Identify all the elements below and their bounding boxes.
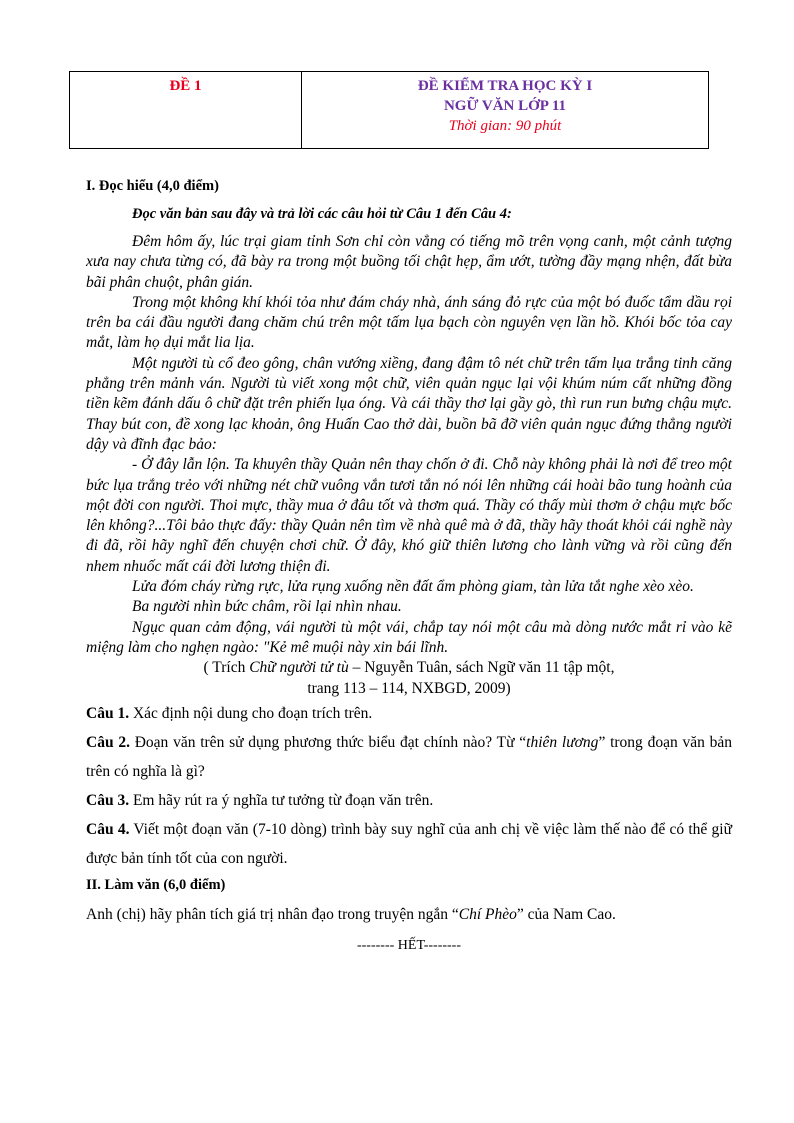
question-2	[86, 728, 732, 786]
passage-paragraph: - Ở đây lẫn lộn. Ta khuyên thầy Quản nên thay chốn ở đi. Chỗ này không phải là nơi để treo một bức lụa trắng trẻo với những nét chữ vuông vắn tươi tắn nó nói lên những cái hoài bão tung hoành của một đời con người. Thoi mực, thầy mua ở đâu tốt và thơm quá. Thầy có thấy mùi thơm ở chậu mực bốc lên không?...Tôi bảo thực đấy: thầy Quản nên tìm về nhà quê mà ở đã, thầy hãy thoát khỏi cái nghề này đi đã, rồi hãy nghĩ đến chuyện chơi chữ. Ở đây, khó giữ thiên lương cho lành vững và rồi cũng đến nhem nhuốc mất cái đời lương thiện đi.	[86, 456, 732, 575]
exam-time: Thời gian: 90 phút	[448, 118, 562, 134]
question-label: Câu 1.	[86, 704, 130, 722]
question-text: Viết một đoạn văn (7-10 dòng) trình bày suy nghĩ của anh chị về việc làm thế nào để có thể giữ được bản tính tốt của con người.	[86, 820, 732, 867]
passage-paragraph: Ngục quan cảm động, vái người tù một vái, chắp tay nói một câu mà dòng nước mắt rỉ vào kẽ miệng làm cho nghẹn ngào: "Kẻ mê muội này xin bái lĩnh.	[86, 618, 732, 656]
section1-instruction: Đọc văn bản sau đây và trả lời các câu hỏi từ Câu 1 đến Câu 4:	[132, 206, 512, 222]
essay-task	[86, 905, 732, 925]
passage-paragraph: Lửa đóm cháy rừng rực, lửa rụng xuống nền đất ẩm phòng giam, tàn lửa tắt nghe xèo xèo.	[132, 578, 694, 596]
section2-heading: II. Làm văn (6,0 điểm)	[86, 876, 226, 893]
passage-paragraph: Một người tù cổ đeo gông, chân vướng xiềng, đang đậm tô nét chữ trên tấm lụa trắng tinh căng phẳng trên mảnh ván. Người tù viết xong một chữ, viên quản ngục lại vội khúm núm cất những đồng tiền kẽm đánh dấu ô chữ đặt trên phiến lụa óng. Và cái thầy thơ lại gầy gò, thì run run bưng chậu mực. Thay bút con, đề xong lạc khoản, ông Huấn Cao thở dài, buồn bã đỡ viên quản ngục đứng thẳng người dậy và đĩnh đạc bảo:	[86, 354, 732, 453]
question-text-post: ” trong đoạn văn bản trên có nghĩa là gì?	[86, 733, 732, 780]
essay-task-title: Chí Phèo	[458, 905, 517, 923]
reading-passage	[86, 232, 732, 658]
header-left-cell	[70, 72, 302, 148]
question-label: Câu 2.	[86, 733, 130, 751]
citation-pre: ( Trích	[203, 659, 250, 677]
essay-task-pre: Anh (chị) hãy phân tích giá trị nhân đạo trong truyện ngắn “	[86, 905, 459, 923]
question-text: Em hãy rút ra ý nghĩa tư tưởng từ đoạn văn trên.	[129, 791, 434, 809]
exam-body	[86, 176, 732, 955]
question-4	[86, 815, 732, 873]
citation	[86, 658, 732, 678]
citation-title: Chữ người tử tù	[249, 659, 349, 677]
header-right-cell	[302, 72, 708, 148]
essay-task-post: ” của Nam Cao.	[516, 905, 616, 923]
question-3	[86, 786, 732, 815]
question-text: Xác định nội dung cho đoạn trích trên.	[129, 704, 373, 722]
question-text: Đoạn văn trên sử dụng phương thức biểu đạt chính nào? Từ “	[129, 733, 527, 751]
passage-paragraph: Trong một không khí khói tỏa như đám cháy nhà, ánh sáng đỏ rực của một bó đuốc tẩm dầu rọi trên ba cái đầu người đang chăm chú trên một tấm lụa bạch còn nguyên vẹn lần hồ. Khói bốc tỏa cay mắt, làm họ dụi mắt lia lịa.	[86, 293, 732, 352]
passage-paragraph: Ba người nhìn bức châm, rồi lại nhìn nhau.	[132, 598, 402, 616]
question-1	[86, 699, 732, 728]
citation-line2: trang 113 – 114, NXBGD, 2009)	[307, 679, 511, 697]
passage-paragraph: Đêm hôm ấy, lúc trại giam tỉnh Sơn chỉ còn vẳng có tiếng mõ trên vọng canh, một cảnh tượng xưa nay chưa từng có, đã bày ra trong một buồng tối chật hẹp, ẩm ướt, tường đầy mạng nhện, đất bừa bãi phân chuột, phân gián.	[86, 233, 732, 291]
exam-code: ĐỀ 1	[169, 78, 202, 94]
exam-subject: NGỮ VĂN LỚP 11	[443, 98, 567, 114]
exam-title: ĐỀ KIỂM TRA HỌC KỲ I	[417, 78, 593, 94]
citation-post: – Nguyễn Tuân, sách Ngữ văn 11 tập một,	[348, 659, 615, 677]
header-table	[69, 71, 709, 149]
end-marker: -------- HẾT--------	[356, 937, 462, 953]
question-label: Câu 3.	[86, 791, 130, 809]
question-term: thiên lương	[526, 733, 599, 751]
question-label: Câu 4.	[86, 820, 130, 838]
section1-heading: I. Đọc hiểu (4,0 điểm)	[86, 178, 219, 194]
